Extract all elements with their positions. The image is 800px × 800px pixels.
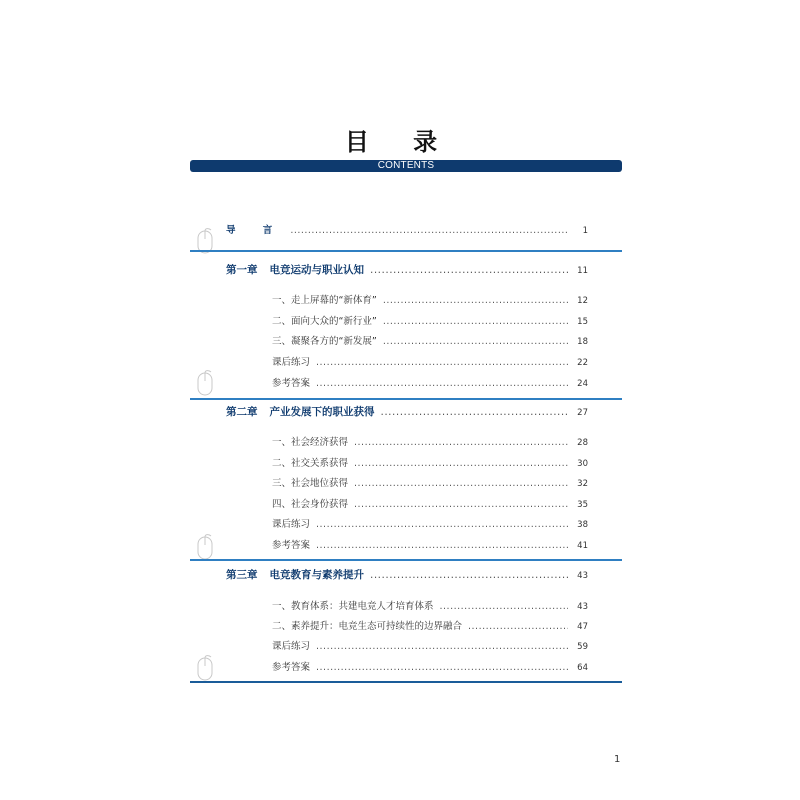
section-label: 课后练习 <box>272 641 311 652</box>
section-label: 参考答案 <box>272 540 311 551</box>
chapter-divider <box>190 250 622 252</box>
page-number: 1 <box>614 754 621 765</box>
leader-dots <box>383 336 568 347</box>
section-label: 二、素养提升：电竞生态可持续性的边界融合 <box>272 621 463 632</box>
chapter-number: 第三章 <box>226 569 258 581</box>
section-page: 12 <box>577 296 588 306</box>
toc-section[interactable] <box>272 434 588 448</box>
leader-dots <box>381 406 569 418</box>
mouse-icon <box>195 370 217 398</box>
toc-entry-page: 27 <box>577 408 588 418</box>
section-label: 三、凝聚各方的“新发展” <box>272 336 377 347</box>
leader-dots <box>370 264 568 276</box>
toc-section[interactable] <box>272 292 588 306</box>
leader-dots <box>370 569 568 581</box>
toc-chapter-1[interactable] <box>226 262 588 277</box>
toc-entry-label: 导 言 <box>226 225 285 236</box>
section-label: 课后练习 <box>272 357 311 368</box>
section-page: 15 <box>577 317 588 327</box>
leader-dots <box>440 601 568 612</box>
chapter-title: 电竞运动与职业认知 <box>269 264 364 276</box>
chapter-title: 产业发展下的职业获得 <box>269 406 375 418</box>
section-end-divider <box>190 681 622 683</box>
section-page: 30 <box>577 459 588 469</box>
section-label: 课后练习 <box>272 519 311 530</box>
page-title: 目 录 <box>344 128 456 156</box>
section-page: 64 <box>577 663 588 673</box>
leader-dots <box>316 540 568 551</box>
section-label: 一、走上屏幕的“新体育” <box>272 295 377 306</box>
toc-section[interactable] <box>272 333 588 347</box>
toc-section[interactable] <box>272 354 588 368</box>
contents-banner: CONTENTS <box>190 160 622 172</box>
chapter-number: 第二章 <box>226 406 258 418</box>
toc-section[interactable] <box>272 516 588 530</box>
section-label: 三、社会地位获得 <box>272 478 349 489</box>
leader-dots <box>468 621 568 632</box>
section-page: 32 <box>577 479 588 489</box>
section-label: 参考答案 <box>272 662 311 673</box>
leader-dots <box>316 662 568 673</box>
section-label: 一、教育体系：共建电竞人才培育体系 <box>272 601 434 612</box>
section-label: 二、面向大众的“新行业” <box>272 316 377 327</box>
chapter-number: 第一章 <box>226 264 258 276</box>
toc-section[interactable] <box>272 598 588 612</box>
toc-entry-page: 43 <box>577 571 588 581</box>
toc-entry-intro[interactable] <box>226 222 588 236</box>
section-page: 41 <box>577 541 588 551</box>
section-page: 18 <box>577 337 588 347</box>
section-page: 43 <box>577 602 588 612</box>
toc-chapter-3[interactable] <box>226 567 588 582</box>
toc-chapter-2[interactable] <box>226 404 588 419</box>
toc-section[interactable] <box>272 638 588 652</box>
section-label: 参考答案 <box>272 378 311 389</box>
toc-section[interactable] <box>272 496 588 510</box>
leader-dots <box>354 478 568 489</box>
mouse-icon <box>195 655 217 683</box>
leader-dots <box>316 641 568 652</box>
section-label: 四、社会身份获得 <box>272 499 349 510</box>
section-page: 28 <box>577 438 588 448</box>
toc-section[interactable] <box>272 475 588 489</box>
chapter-title: 电竞教育与素养提升 <box>269 569 364 581</box>
chapter-divider <box>190 398 622 400</box>
leader-dots <box>316 378 568 389</box>
leader-dots <box>383 316 568 327</box>
leader-dots <box>354 458 568 469</box>
toc-section[interactable] <box>272 375 588 389</box>
toc-section[interactable] <box>272 537 588 551</box>
section-label: 一、社会经济获得 <box>272 437 349 448</box>
leader-dots <box>383 295 568 306</box>
leader-dots <box>354 499 568 510</box>
toc-section[interactable] <box>272 659 588 673</box>
toc-entry-page: 1 <box>582 226 588 236</box>
mouse-icon <box>195 534 217 562</box>
toc-section[interactable] <box>272 313 588 327</box>
leader-dots <box>316 357 568 368</box>
toc-section[interactable] <box>272 618 588 632</box>
toc-entry-page: 11 <box>577 266 588 276</box>
toc-section[interactable] <box>272 455 588 469</box>
section-page: 24 <box>577 379 588 389</box>
section-label: 二、社交关系获得 <box>272 458 349 469</box>
section-page: 47 <box>577 622 588 632</box>
leader-dots <box>354 437 568 448</box>
section-page: 59 <box>577 642 588 652</box>
leader-dots <box>290 225 568 236</box>
section-page: 38 <box>577 520 588 530</box>
chapter-divider <box>190 559 622 561</box>
section-page: 35 <box>577 500 588 510</box>
leader-dots <box>316 519 568 530</box>
section-page: 22 <box>577 358 588 368</box>
